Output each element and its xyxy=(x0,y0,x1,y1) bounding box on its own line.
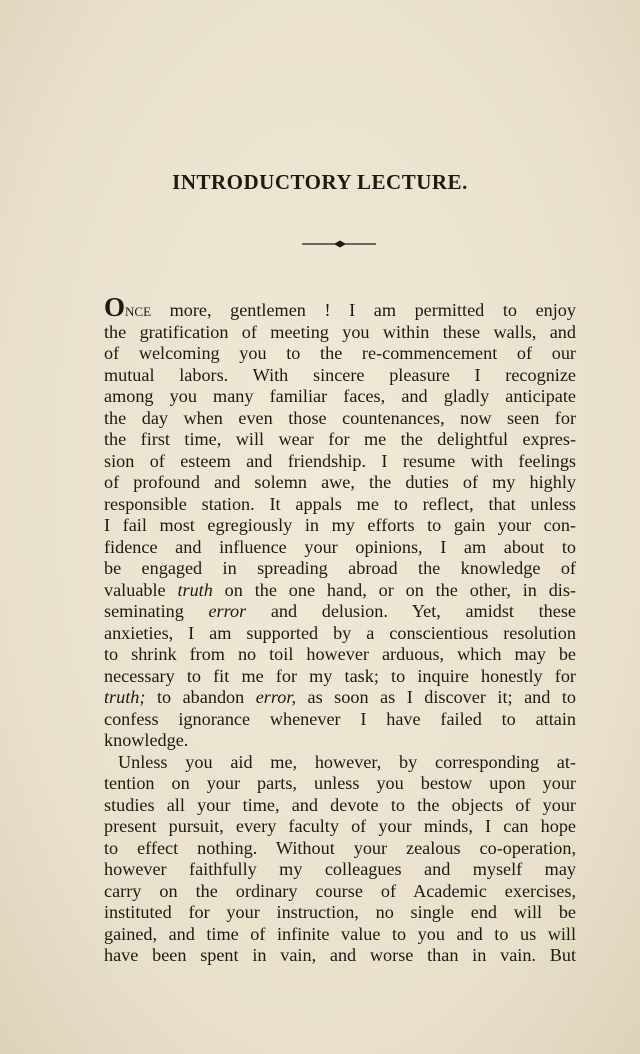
text-line: studies all your time, and devote to the objects of your xyxy=(104,794,576,815)
text-line: instituted for your instruction, no single end will be xyxy=(104,902,576,922)
text-line: the gratification of meeting you within these walls, and xyxy=(104,321,576,342)
text-line xyxy=(104,687,576,709)
small-caps-text: nce xyxy=(125,300,152,320)
text-line: knowledge. xyxy=(104,730,189,750)
text-line: sion of esteem and friendship. I resume with feelings xyxy=(104,450,576,471)
text-line: the day when even those countenances, now seen for xyxy=(104,407,576,428)
text-span: seminating xyxy=(104,601,209,621)
drop-cap: O xyxy=(104,292,126,322)
text-line xyxy=(104,601,576,623)
text-span: valuable xyxy=(104,579,178,600)
text-line xyxy=(104,580,576,602)
text-line: however faithfully my colleagues and myself may xyxy=(104,859,576,879)
text-line: have been spent in vain, and worse than in vain. But xyxy=(104,945,576,965)
lecture-text xyxy=(104,292,576,967)
text-span: and delusion. Yet, amidst these xyxy=(246,601,576,621)
text-line xyxy=(104,292,576,322)
text-line: of welcoming you to the re-commencement of our xyxy=(104,343,576,363)
italic-word: error, xyxy=(255,687,296,707)
text-line: present pursuit, every faculty of your minds, I can hope xyxy=(104,816,576,836)
text-line: mutual labors. With sincere pleasure I recognize xyxy=(104,364,576,385)
text-line: Unless you aid me, however, by corresponding at- xyxy=(118,751,576,772)
italic-word: truth; xyxy=(104,687,146,707)
text-line: to shrink from no toil however arduous, which may be xyxy=(104,644,576,664)
text-span: more, gentlemen ! I am permitted to enjoy xyxy=(151,300,576,320)
italic-word: error xyxy=(208,601,247,621)
text-line: responsible station. It appals me to reflect, that unless xyxy=(104,493,576,514)
text-line: I fail most egregiously in my efforts to gain your con- xyxy=(104,515,576,535)
text-line: of profound and solemn awe, the duties of my highly xyxy=(104,472,576,492)
text-line: to effect nothing. Without your zealous co-operation, xyxy=(104,837,576,858)
text-line: fidence and influence your opinions, I am about to xyxy=(104,536,576,557)
text-line: among you many familiar faces, and gladly anticipate xyxy=(104,386,576,406)
text-line: gained, and time of infinite value to you and to us will xyxy=(104,923,576,944)
dash-diamond-ornament xyxy=(302,238,376,250)
text-line: tention on your parts, unless you bestow upon your xyxy=(104,773,576,793)
chapter-heading: INTRODUCTORY LECTURE. xyxy=(172,170,468,194)
text-span: as soon as I discover it; and to xyxy=(296,687,576,707)
text-line: be engaged in spreading abroad the knowledge of xyxy=(104,558,576,578)
text-span: on the one hand, or on the other, in dis- xyxy=(212,579,576,600)
italic-word: truth xyxy=(177,579,213,600)
text-line: carry on the ordinary course of Academic exercises, xyxy=(104,880,576,901)
text-line: the first time, will wear for me the delightful expres- xyxy=(104,429,576,449)
text-line: confess ignorance whenever I have failed to attain xyxy=(104,708,576,729)
text-span: to abandon xyxy=(145,687,256,707)
text-line: anxieties, I am supported by a conscientious resolution xyxy=(104,622,576,643)
text-line: necessary to fit me for my task; to inquire honestly for xyxy=(104,665,576,686)
